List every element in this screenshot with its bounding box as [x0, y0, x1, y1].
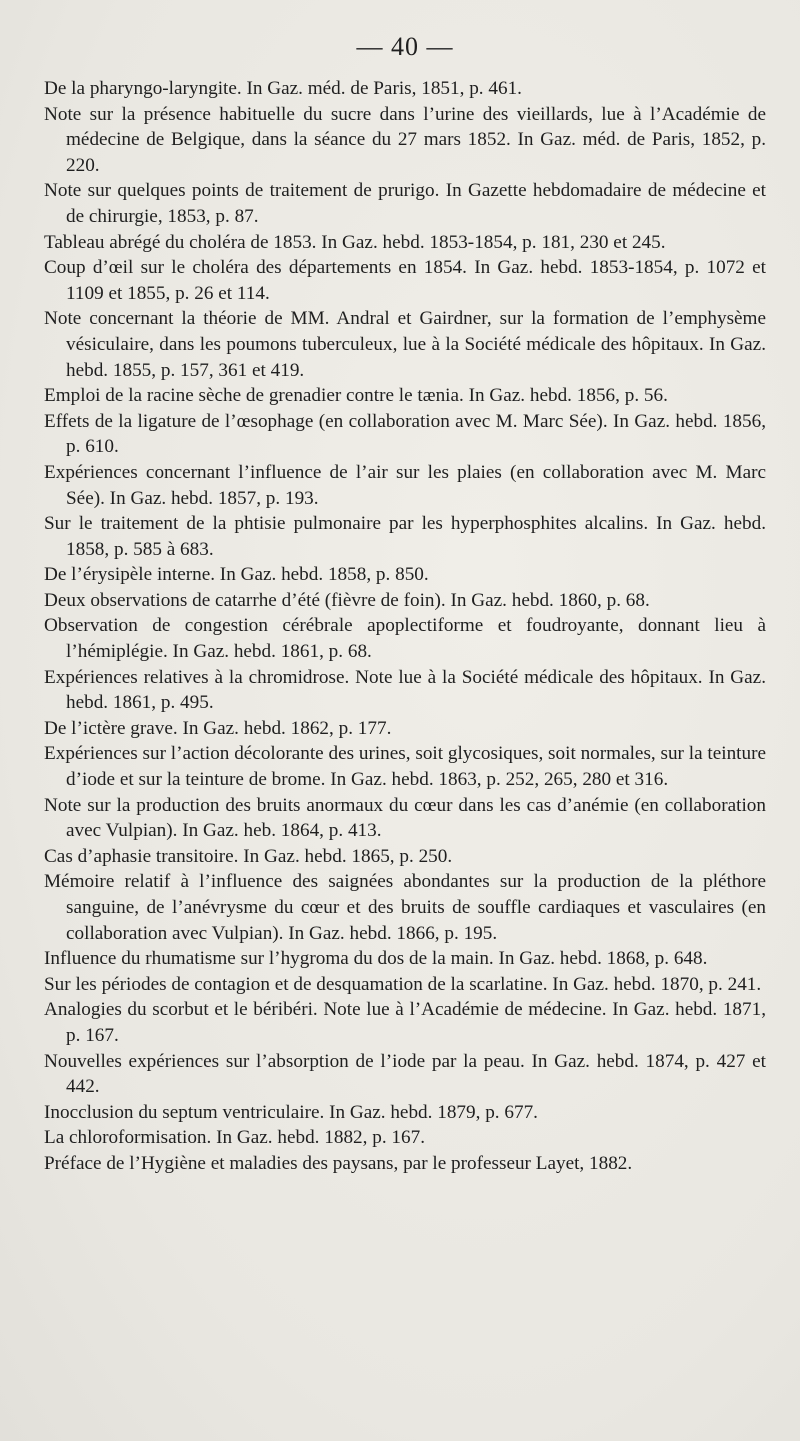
bibliography-entry: Mémoire relatif à l’influence des saignées abondantes sur la production de la pléthore sanguine, de l’anévrysme du cœur et des bruits de souffle cardiaques et vasculaires (en collaboration avec Vulpian). In Gaz. hebd. 1866, p. 195. — [44, 871, 766, 944]
bibliography-entry: Expériences relatives à la chromidrose. Note lue à la Société médicale des hôpitaux. In Gaz. hebd. 1861, p. 495. — [44, 666, 766, 714]
bibliography-list — [44, 76, 766, 1177]
bibliography-entry: Expériences concernant l’influence de l’air sur les plaies (en collaboration avec M. Marc Sée). In Gaz. hebd. 1857, p. 193. — [44, 461, 766, 509]
bibliography-entry: De l’érysipèle interne. In Gaz. hebd. 1858, p. 850. — [44, 564, 429, 586]
bibliography-entry: Sur les périodes de contagion et de desquamation de la scarlatine. In Gaz. hebd. 1870, p. 241. — [44, 973, 762, 995]
bibliography-entry: Coup d’œil sur le choléra des départements en 1854. In Gaz. hebd. 1853-1854, p. 1072 et 1109 et 1855, p. 26 et 114. — [44, 257, 766, 304]
bibliography-entry: Inocclusion du septum ventriculaire. In Gaz. hebd. 1879, p. 677. — [44, 1101, 538, 1123]
bibliography-entry: Analogies du scorbut et le béribéri. Note lue à l’Académie de médecine. In Gaz. hebd. 1871, p. 167. — [44, 999, 766, 1046]
bibliography-entry: Emploi de la racine sèche de grenadier contre le tænia. In Gaz. hebd. 1856, p. 56. — [44, 385, 668, 407]
bibliography-entry: Note sur quelques points de traitement de prurigo. In Gazette hebdomadaire de médecine et de chirurgie, 1853, p. 87. — [44, 180, 766, 227]
bibliography-entry: Observation de congestion cérébrale apoplectiforme et foudroyante, donnant lieu à l’hémiplégie. In Gaz. hebd. 1861, p. 68. — [44, 615, 766, 663]
bibliography-entry: La chloroformisation. In Gaz. hebd. 1882, p. 167. — [44, 1127, 425, 1149]
bibliography-entry: Effets de la ligature de l’œsophage (en collaboration avec M. Marc Sée). In Gaz. hebd. 1856, p. 610. — [44, 410, 766, 458]
bibliography-entry: De la pharyngo-laryngite. In Gaz. méd. de Paris, 1851, p. 461. — [44, 78, 522, 99]
page-number-header: — 40 — — [356, 32, 454, 61]
bibliography-entry: Expériences sur l’action décolorante des urines, soit glycosiques, soit normales, sur la teinture d’iode et sur la teinture de brome. In Gaz. hebd. 1863, p. 252, 265, 280 et 316. — [44, 743, 766, 791]
bibliography-entry: Tableau abrégé du choléra de 1853. In Gaz. hebd. 1853-1854, p. 181, 230 et 245. — [44, 231, 666, 253]
bibliography-entry: Nouvelles expériences sur l’absorption de l’iode par la peau. In Gaz. hebd. 1874, p. 427 et 442. — [44, 1050, 766, 1098]
bibliography-entry: Note sur la production des bruits anormaux du cœur dans les cas d’anémie (en collaboration avec Vulpian). In Gaz. heb. 1864, p. 413. — [44, 794, 766, 842]
bibliography-entry: Deux observations de catarrhe d’été (fièvre de foin). In Gaz. hebd. 1860, p. 68. — [44, 589, 650, 611]
bibliography-entry: Note sur la présence habituelle du sucre dans l’urine des vieillards, lue à l’Académie de médecine de Belgique, dans la séance du 27 mars 1852. In Gaz. méd. de Paris, 1852, p. 220. — [44, 103, 766, 176]
bibliography-entry: Note concernant la théorie de MM. Andral et Gairdner, sur la formation de l’emphysème vésiculaire, dans les poumons tuberculeux, lue à la Société médicale des hôpitaux. In Gaz. hebd. 1855, p. 157, 361 et 419. — [44, 308, 766, 381]
bibliography-entry: Sur le traitement de la phtisie pulmonaire par les hyperphosphites alcalins. In Gaz. hebd. 1858, p. 585 à 683. — [44, 513, 766, 560]
bibliography-entry: Préface de l’Hygiène et maladies des paysans, par le professeur Layet, 1882. — [44, 1152, 633, 1174]
bibliography-entry: Influence du rhumatisme sur l’hygroma du dos de la main. In Gaz. hebd. 1868, p. 648. — [44, 948, 708, 970]
bibliography-entry: Cas d’aphasie transitoire. In Gaz. hebd. 1865, p. 250. — [44, 845, 453, 867]
bibliography-entry: De l’ictère grave. In Gaz. hebd. 1862, p. 177. — [44, 717, 392, 739]
